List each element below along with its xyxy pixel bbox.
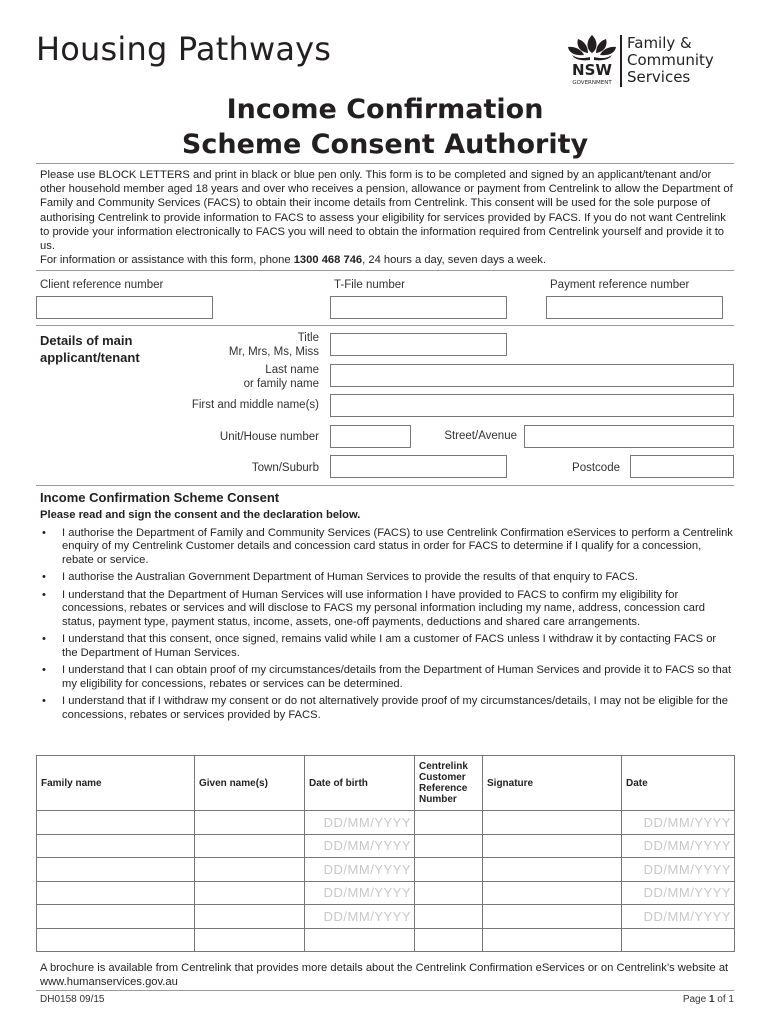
dob-cell[interactable]: DD/MM/YYYY (305, 905, 415, 929)
family-name-cell[interactable] (37, 928, 195, 952)
unit-input[interactable] (330, 425, 411, 448)
given-names-cell[interactable] (195, 881, 305, 905)
crn-cell[interactable] (415, 858, 483, 882)
title-input[interactable] (330, 333, 507, 356)
svg-text:GOVERNMENT: GOVERNMENT (572, 80, 612, 86)
payment-reference-label: Payment reference number (550, 279, 690, 291)
col-signature: Signature (483, 756, 622, 811)
signatories-table (36, 755, 735, 952)
given-names-cell[interactable] (195, 858, 305, 882)
dob-cell[interactable]: DD/MM/YYYY (305, 834, 415, 858)
col-family-name: Family name (37, 756, 195, 811)
first-name-input[interactable] (330, 394, 734, 417)
form-title-line1: Income Confirmation (226, 94, 544, 125)
nsw-facs-logo (560, 33, 740, 91)
col-given-names: Given name(s) (195, 756, 305, 811)
form-title-line2: Scheme Consent Authority (181, 129, 589, 160)
consent-item: • I understand that this consent, once signed, remains valid while I am a customer of FACS unless I withdraw it by contacting FACS or the Department of Human Services. (40, 633, 734, 660)
tfile-label: T-File number (334, 279, 405, 291)
crn-cell[interactable] (415, 834, 483, 858)
phone-number: 1300 468 746 (293, 254, 363, 267)
consent-list (40, 527, 734, 723)
svg-text:NSW: NSW (572, 61, 612, 79)
signature-cell[interactable] (483, 905, 622, 929)
title-label: Title Mr, Mrs, Ms, Miss (228, 332, 319, 358)
divider (36, 990, 734, 991)
intro-text: Please use BLOCK LETTERS and print in black or blue pen only. This form is to be completed and signed by an applicant/tenant and/or other household member aged 18 years and over who receives a pension, allowance or payment from Centrelink to allow the Department of Family and Community Services (FACS) to obtain their income details from Centrelink. This consent will be used for the sole purpose of authorising Centrelink to provide information to FACS to assess your eligibility for services provided by FACS. If you do not want Centrelink to provide your information electronically to FACS you will need to obtain the information required from Centrelink yourself and provide it to us. For information or assistance with this form, phone 1300 468 746, 24 hours a day, seven days a week. (40, 169, 733, 267)
given-names-cell[interactable] (195, 834, 305, 858)
date-cell[interactable]: DD/MM/YYYY (622, 858, 735, 882)
crn-cell[interactable] (415, 811, 483, 835)
given-names-cell[interactable] (195, 905, 305, 929)
brand-title: Housing Pathways (36, 30, 332, 68)
crn-cell[interactable] (415, 928, 483, 952)
town-label: Town/Suburb (251, 462, 319, 474)
col-date: Date (622, 756, 735, 811)
payment-reference-input[interactable] (546, 296, 723, 319)
signature-cell[interactable] (483, 858, 622, 882)
signature-cell[interactable] (483, 811, 622, 835)
street-label: Street/Avenue (444, 430, 517, 442)
consent-item: • I understand that the Department of Human Services will use information I have provided to FACS to confirm my eligibility for concessions, rebates or services and will disclose to FACS my personal information including my name, address, concession card status, payment type, payment status, income, assets, one-off payments, deductions and shared care arrangements. (40, 589, 734, 630)
dob-cell[interactable]: DD/MM/YYYY (305, 858, 415, 882)
unit-label: Unit/House number (219, 431, 319, 443)
client-reference-input[interactable] (36, 296, 213, 319)
dob-cell[interactable]: DD/MM/YYYY (305, 881, 415, 905)
divider (36, 163, 734, 164)
family-name-cell[interactable] (37, 881, 195, 905)
dob-cell[interactable]: DD/MM/YYYY (305, 811, 415, 835)
signature-cell[interactable] (483, 834, 622, 858)
consent-item: • I understand that I can obtain proof of my circumstances/details from the Department of Human Services and provide it to FACS so that my eligibility for concessions, rebates or services can be determined. (40, 664, 734, 691)
table-row (37, 928, 735, 952)
dept-name: Family & Community Services (627, 34, 714, 86)
divider (36, 325, 734, 326)
consent-heading: Income Confirmation Scheme Consent (40, 490, 280, 505)
col-date-of-birth: Date of birth (305, 756, 415, 811)
consent-item: • I authorise the Australian Government Department of Human Services to provide the results of that enquiry to FACS. (40, 571, 734, 585)
date-cell[interactable]: DD/MM/YYYY (622, 811, 735, 835)
divider (36, 485, 734, 486)
table-row (37, 881, 735, 905)
form-code: DH0158 09/15 (40, 994, 105, 1005)
signature-cell[interactable] (483, 881, 622, 905)
consent-item: • I authorise the Department of Family and Community Services (FACS) to use Centrelink Confirmation eServices to perform a Centrelink enquiry of my Centrelink Customer details and concession card status in order for FACS to determine if I qualify for a concession, rebate or service. (40, 527, 734, 568)
dob-cell[interactable] (305, 928, 415, 952)
waratah-icon (560, 33, 624, 89)
table-row (37, 834, 735, 858)
given-names-cell[interactable] (195, 928, 305, 952)
col-crn: Centrelink Customer Reference Number (415, 756, 483, 811)
consent-item: • I understand that if I withdraw my consent or do not alternatively provide proof of my circumstances/details, I may not be eligible for the concessions, rebates or services provided by FACS. (40, 695, 734, 722)
last-name-input[interactable] (330, 364, 734, 387)
client-reference-label: Client reference number (40, 279, 164, 291)
last-name-label: Last name or family name (243, 364, 319, 390)
tfile-input[interactable] (330, 296, 507, 319)
given-names-cell[interactable] (195, 811, 305, 835)
date-cell[interactable]: DD/MM/YYYY (622, 905, 735, 929)
crn-cell[interactable] (415, 905, 483, 929)
family-name-cell[interactable] (37, 811, 195, 835)
town-input[interactable] (330, 455, 507, 478)
consent-subheading: Please read and sign the consent and the declaration below. (40, 509, 361, 521)
family-name-cell[interactable] (37, 905, 195, 929)
postcode-input[interactable] (630, 455, 734, 478)
table-row (37, 905, 735, 929)
divider (36, 270, 734, 271)
family-name-cell[interactable] (37, 834, 195, 858)
signature-cell[interactable] (483, 928, 622, 952)
street-input[interactable] (524, 425, 734, 448)
consent-body (40, 509, 734, 726)
first-name-label: First and middle name(s) (191, 399, 319, 411)
family-name-cell[interactable] (37, 858, 195, 882)
date-cell[interactable]: DD/MM/YYYY (622, 834, 735, 858)
applicant-section-title: Details of main applicant/tenant (40, 333, 140, 365)
crn-cell[interactable] (415, 881, 483, 905)
brochure-note: A brochure is available from Centrelink that provides more details about the Centrelink Confirmation eServices or on Centrelink’s website at www.humanservices.gov.au (40, 962, 729, 989)
table-row (37, 811, 735, 835)
page-indicator: Page 1 of 1 (682, 994, 734, 1005)
date-cell[interactable] (622, 928, 735, 952)
postcode-label: Postcode (572, 462, 620, 474)
date-cell[interactable]: DD/MM/YYYY (622, 881, 735, 905)
table-row (37, 858, 735, 882)
